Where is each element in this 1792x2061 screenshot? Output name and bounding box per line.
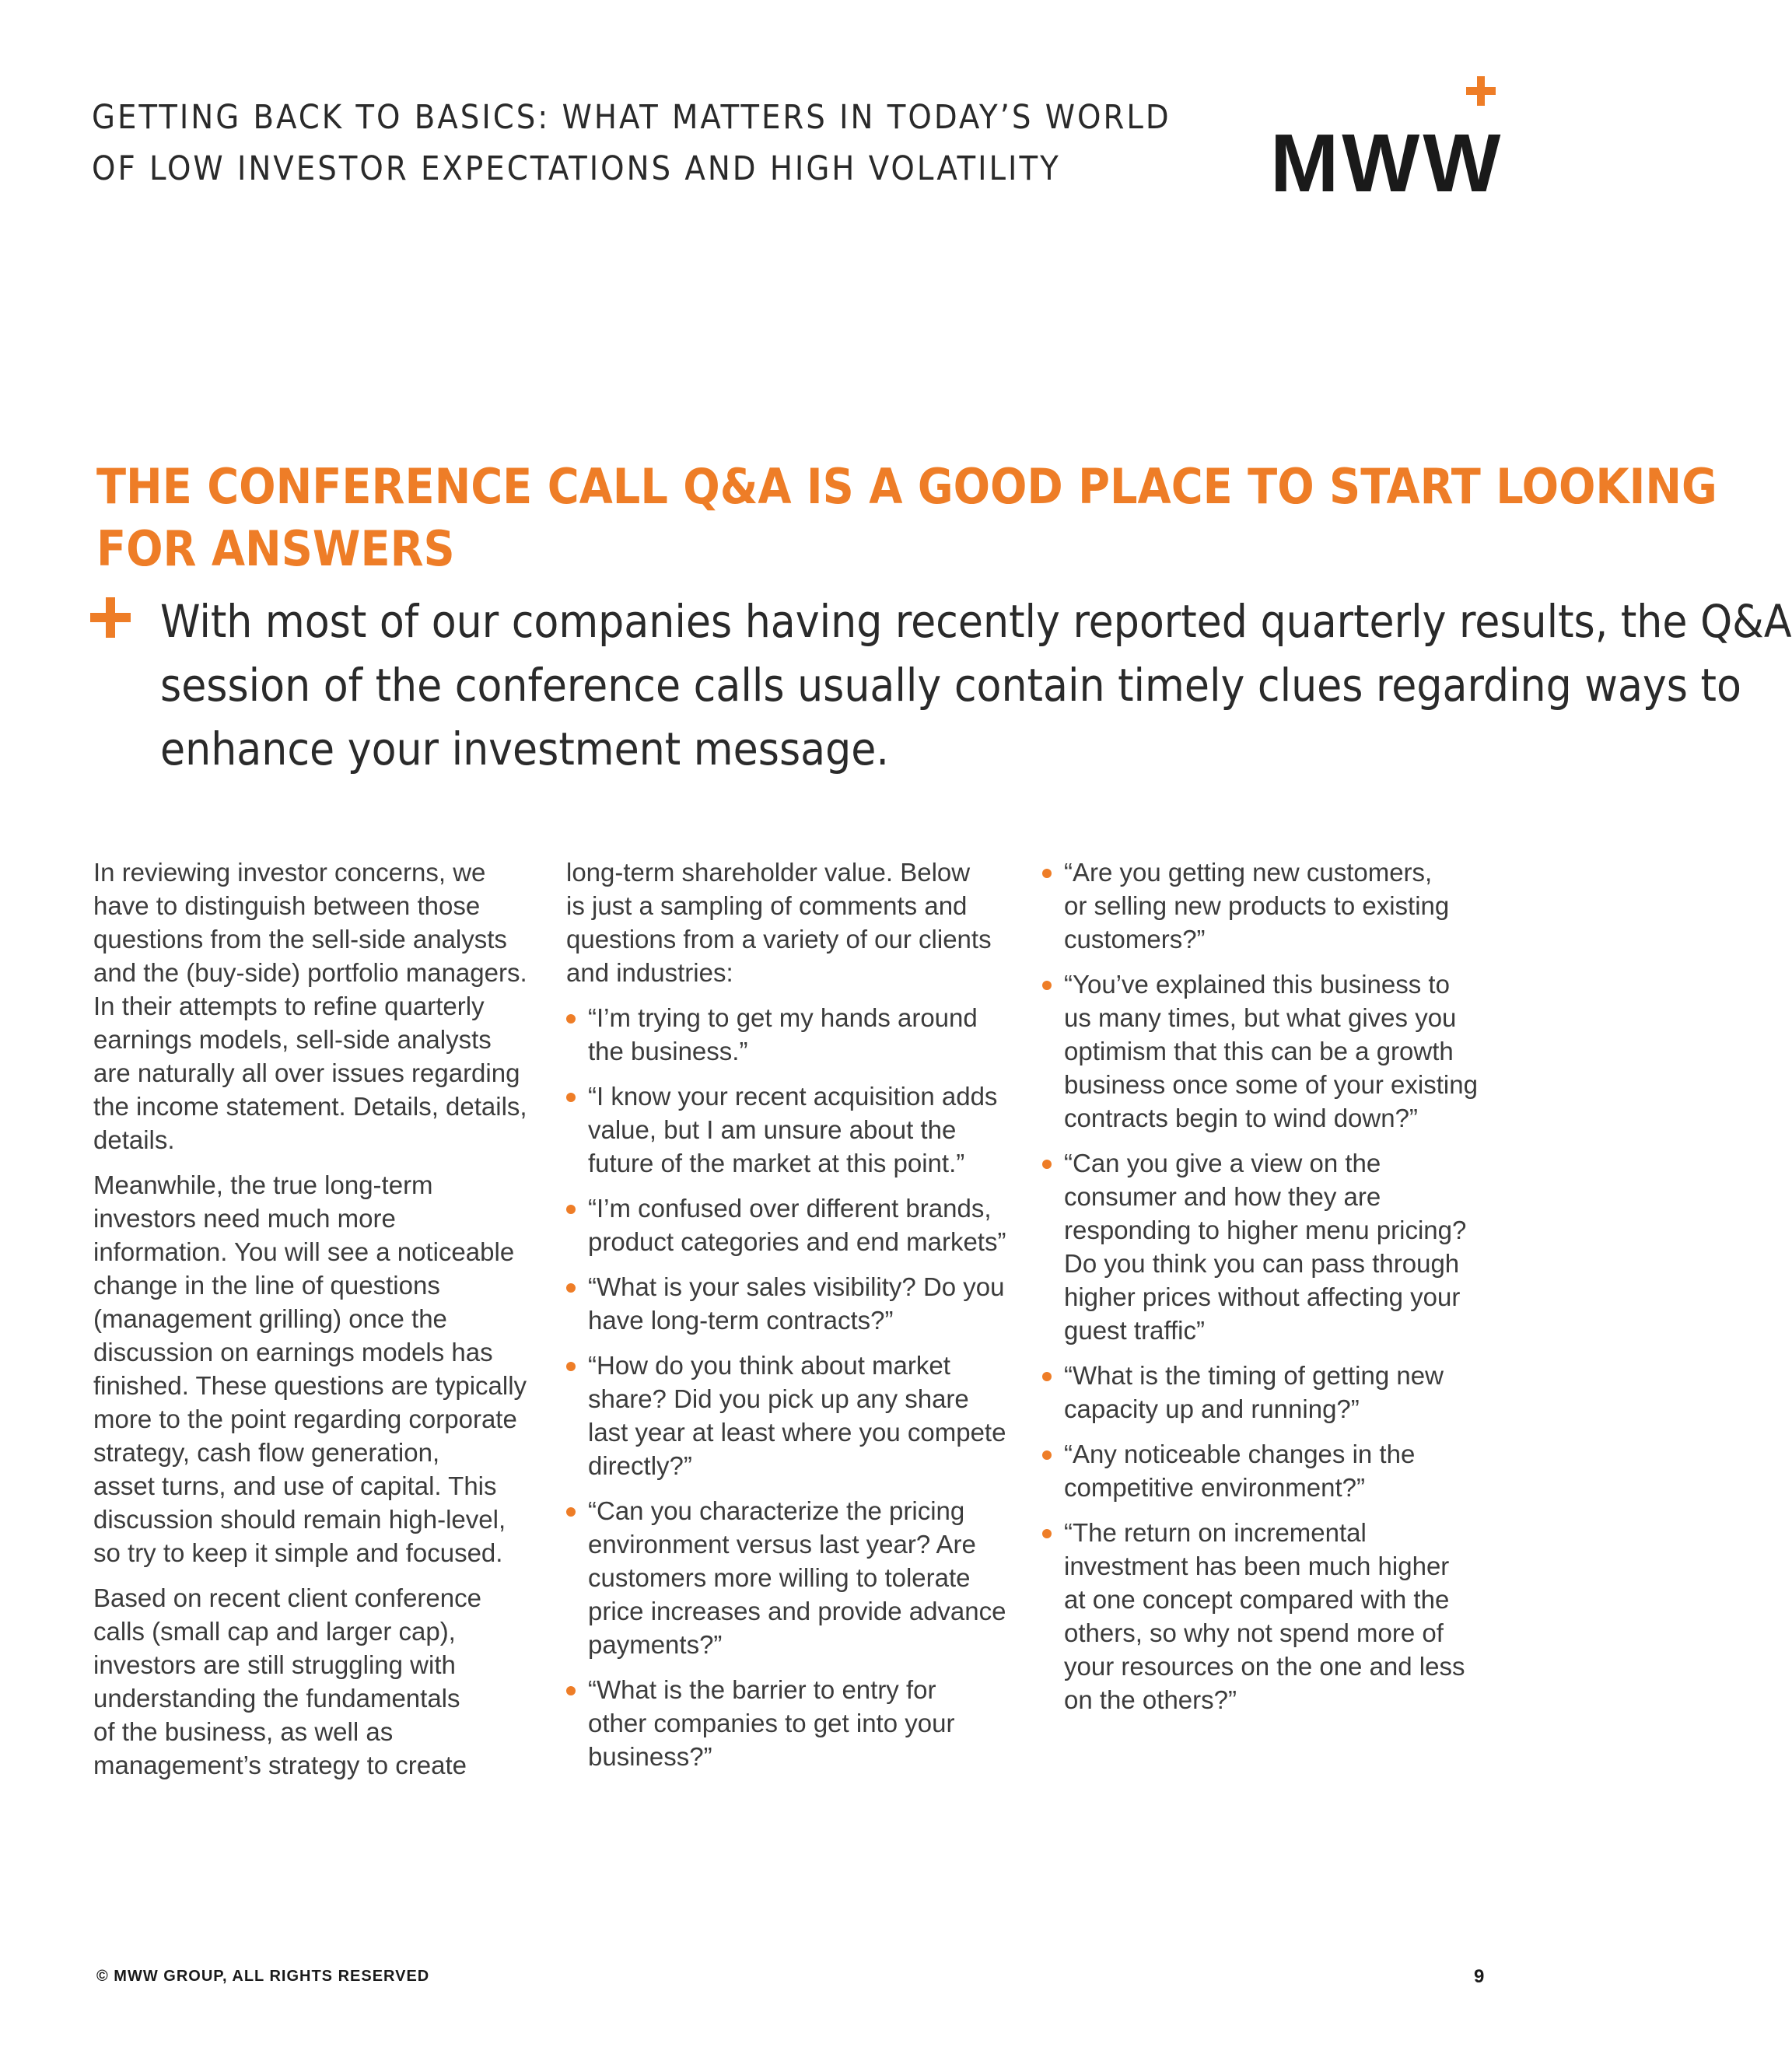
text-line: strategy, cash flow generation, — [93, 1438, 440, 1467]
bullet-dot-icon — [1042, 1529, 1052, 1538]
list-item — [566, 1494, 1025, 1661]
text-line: value, but I am unsure about the — [588, 1115, 957, 1144]
intro-line: With most of our companies having recently reported quarterly results, the Q&A — [160, 595, 1792, 648]
intro-line: session of the conference calls usually contain timely clues regarding ways to — [160, 659, 1741, 712]
text-line: details. — [93, 1125, 175, 1154]
text-line: of the business, as well as — [93, 1717, 394, 1746]
bullet-dot-icon — [1042, 1372, 1052, 1381]
text-line: last year at least where you compete — [588, 1418, 1006, 1447]
text-line: others, so why not spend more of — [1064, 1618, 1444, 1647]
logo-text: MWW — [1270, 117, 1504, 209]
text-line: the business.” — [588, 1037, 748, 1065]
text-line: “Can you give a view on the — [1064, 1149, 1381, 1177]
text-line: information. You will see a noticeable — [93, 1237, 515, 1266]
text-line: “What is your sales visibility? Do you — [588, 1272, 1005, 1301]
bullet-dot-icon — [566, 1507, 576, 1517]
list-item — [566, 1191, 1025, 1258]
text-line: price increases and provide advance — [588, 1597, 1006, 1625]
document-header-title — [92, 92, 1171, 194]
text-line: “How do you think about market — [588, 1351, 950, 1380]
body-paragraph — [566, 856, 1025, 989]
text-line: guest traffic” — [1064, 1316, 1205, 1345]
text-line: questions from the sell-side analysts — [93, 925, 507, 954]
list-item — [566, 1349, 1025, 1482]
text-line: “The return on incremental — [1064, 1518, 1367, 1547]
plus-icon — [1466, 76, 1496, 106]
text-line: or selling new products to existing — [1064, 891, 1450, 920]
list-item — [566, 1079, 1025, 1180]
text-line: Meanwhile, the true long-term — [93, 1170, 433, 1199]
text-line: earnings models, sell-side analysts — [93, 1025, 492, 1054]
bullet-dot-icon — [566, 1093, 576, 1102]
list-item — [566, 1001, 1025, 1068]
list-item — [566, 1673, 1025, 1773]
text-line: investment has been much higher — [1064, 1552, 1450, 1580]
bullet-dot-icon — [566, 1686, 576, 1695]
text-line: (management grilling) once the — [93, 1304, 447, 1333]
text-line: understanding the fundamentals — [93, 1684, 460, 1713]
text-line: asset turns, and use of capital. This — [93, 1471, 497, 1500]
text-line: responding to higher menu pricing? — [1064, 1216, 1467, 1244]
text-line: product categories and end markets” — [588, 1227, 1006, 1256]
text-line: capacity up and running?” — [1064, 1394, 1360, 1423]
footer-copyright: © MWW GROUP, ALL RIGHTS RESERVED — [96, 1968, 430, 1985]
text-line: and the (buy-side) portfolio managers. — [93, 958, 527, 987]
text-line: have to distinguish between those — [93, 891, 481, 920]
text-line: contracts begin to wind down?” — [1064, 1104, 1418, 1132]
intro-callout — [160, 590, 1792, 781]
text-line: are naturally all over issues regarding — [93, 1058, 520, 1087]
text-line: finished. These questions are typically — [93, 1371, 527, 1400]
text-line: is just a sampling of comments and — [566, 891, 968, 920]
body-column-1 — [93, 856, 544, 1793]
header-title-line: OF LOW INVESTOR EXPECTATIONS AND HIGH VOLATILITY — [92, 149, 1061, 188]
text-line: us many times, but what gives you — [1064, 1003, 1457, 1032]
text-line: In their attempts to refine quarterly — [93, 992, 485, 1020]
text-line: questions from a variety of our clients — [566, 925, 992, 954]
text-line: investors are still struggling with — [93, 1650, 456, 1679]
text-line: In reviewing investor concerns, we — [93, 858, 486, 887]
headline-line: THE CONFERENCE CALL Q&A IS A GOOD PLACE TO START LOOKING — [96, 458, 1717, 515]
list-item — [566, 1270, 1025, 1337]
body-column-3 — [1042, 856, 1509, 1728]
text-line: “You’ve explained this business to — [1064, 970, 1450, 999]
text-line: environment versus last year? Are — [588, 1530, 976, 1559]
text-line: change in the line of questions — [93, 1271, 440, 1300]
text-line: customers more willing to tolerate — [588, 1563, 971, 1592]
text-line: investors need much more — [93, 1204, 396, 1233]
list-item — [1042, 1516, 1509, 1716]
section-headline — [96, 456, 1717, 580]
body-column-2 — [566, 856, 1025, 1785]
quote-list — [1042, 856, 1509, 1716]
list-item — [1042, 1359, 1509, 1426]
text-line: “What is the timing of getting new — [1064, 1361, 1444, 1390]
text-line: higher prices without affecting your — [1064, 1282, 1461, 1311]
text-line: long-term shareholder value. Below — [566, 858, 971, 887]
text-line: “Any noticeable changes in the — [1064, 1440, 1416, 1468]
body-paragraph — [93, 856, 544, 1156]
text-line: discussion should remain high-level, — [93, 1505, 506, 1534]
text-line: share? Did you pick up any share — [588, 1384, 969, 1413]
text-line: so try to keep it simple and focused. — [93, 1538, 503, 1567]
text-line: at one concept compared with the — [1064, 1585, 1450, 1614]
list-item — [1042, 856, 1509, 956]
text-line: management’s strategy to create — [93, 1751, 467, 1779]
intro-line: enhance your investment message. — [160, 723, 889, 775]
bullet-dot-icon — [1042, 1450, 1052, 1460]
text-line: “I’m trying to get my hands around — [588, 1003, 978, 1032]
text-line: have long-term contracts?” — [588, 1306, 894, 1335]
text-line: discussion on earnings models has — [93, 1338, 493, 1366]
text-line: business once some of your existing — [1064, 1070, 1478, 1099]
text-line: on the others?” — [1064, 1685, 1237, 1714]
headline-line: FOR ANSWERS — [96, 520, 455, 577]
bullet-dot-icon — [1042, 1160, 1052, 1169]
bullet-dot-icon — [566, 1362, 576, 1371]
text-line: the income statement. Details, details, — [93, 1092, 527, 1121]
body-paragraph — [93, 1581, 544, 1782]
bullet-dot-icon — [566, 1014, 576, 1024]
text-line: calls (small cap and larger cap), — [93, 1617, 456, 1646]
text-line: directly?” — [588, 1451, 692, 1480]
text-line: Based on recent client conference — [93, 1583, 481, 1612]
text-line: other companies to get into your — [588, 1709, 955, 1737]
text-line: and industries: — [566, 958, 733, 987]
text-line: “Can you characterize the pricing — [588, 1496, 965, 1525]
quote-list — [566, 1001, 1025, 1773]
text-line: future of the market at this point.” — [588, 1149, 965, 1177]
text-line: “I’m confused over different brands, — [588, 1194, 992, 1223]
text-line: consumer and how they are — [1064, 1182, 1381, 1211]
text-line: optimism that this can be a growth — [1064, 1037, 1454, 1065]
text-line: “I know your recent acquisition adds — [588, 1082, 998, 1111]
list-item — [1042, 1437, 1509, 1504]
bullet-dot-icon — [1042, 981, 1052, 990]
text-line: “Are you getting new customers, — [1064, 858, 1433, 887]
text-line: Do you think you can pass through — [1064, 1249, 1460, 1278]
plus-icon — [90, 597, 131, 638]
bullet-dot-icon — [1042, 869, 1052, 878]
header-title-line: GETTING BACK TO BASICS: WHAT MATTERS IN TODAY’S WORLD — [92, 98, 1171, 137]
text-line: customers?” — [1064, 925, 1206, 954]
text-line: payments?” — [588, 1630, 723, 1659]
text-line: business?” — [588, 1742, 712, 1771]
text-line: more to the point regarding corporate — [93, 1405, 517, 1433]
bullet-dot-icon — [566, 1205, 576, 1214]
list-item — [1042, 968, 1509, 1135]
text-line: “What is the barrier to entry for — [588, 1675, 936, 1704]
page-number: 9 — [1474, 1966, 1485, 1987]
text-line: your resources on the one and less — [1064, 1652, 1465, 1681]
mww-logo — [1264, 72, 1504, 209]
list-item — [1042, 1146, 1509, 1347]
body-paragraph — [93, 1168, 544, 1569]
text-line: competitive environment?” — [1064, 1473, 1366, 1502]
bullet-dot-icon — [566, 1283, 576, 1293]
